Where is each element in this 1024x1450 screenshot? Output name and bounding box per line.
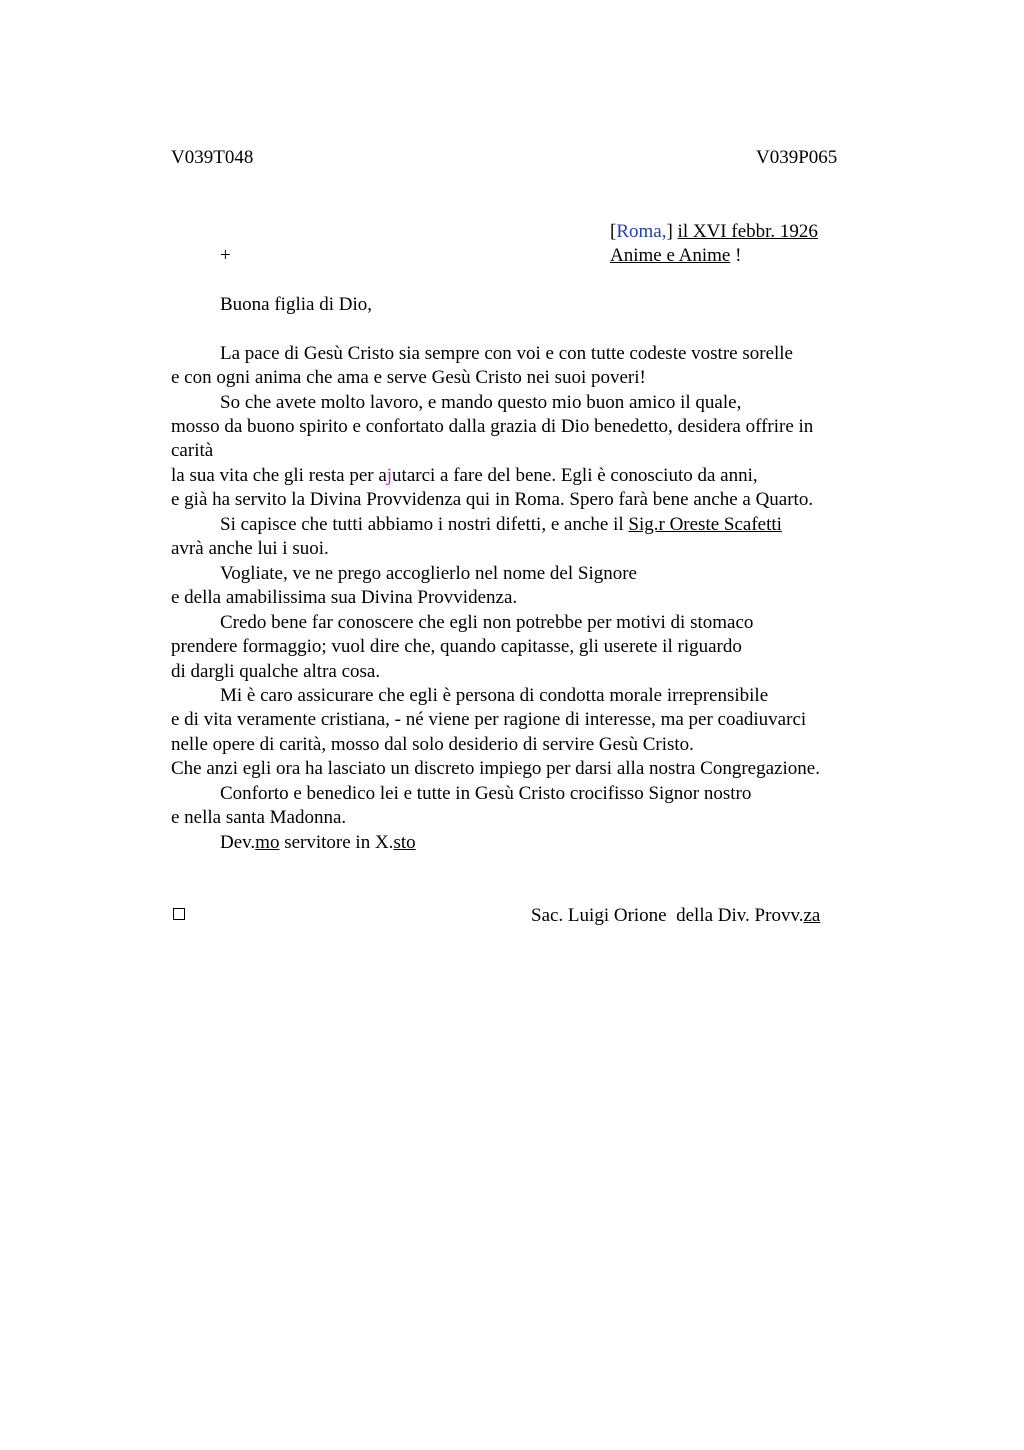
body-text: la sua vita che gli resta per a: [171, 465, 387, 486]
signature-text: Sac. Luigi Orione della Div. Provv.: [531, 905, 804, 926]
body-text: utarci a fare del bene. Egli è conosciuto da anni,: [392, 465, 758, 486]
body-line: Che anzi egli ora ha lasciato un discreto impiego per darsi alla nostra Congregazione.: [171, 758, 820, 779]
closing-dev-abbrev: mo: [255, 832, 280, 853]
document-code-left: V039T048: [171, 147, 254, 168]
body-line: Vogliate, ve ne prego accoglierlo nel nome del Signore: [220, 563, 637, 584]
body-line: e con ogni anima che ama e serve Gesù Cristo nei suoi poveri!: [171, 367, 646, 388]
cross-mark: +: [220, 245, 231, 266]
bracket-close: ]: [666, 221, 673, 242]
document-code-right: V039P065: [756, 147, 838, 168]
body-line: nelle opere di carità, mosso dal solo desiderio di servire Gesù Cristo.: [171, 734, 694, 755]
signature-abbrev: za: [803, 905, 821, 926]
body-line: Conforto e benedico lei e tutte in Gesù Cristo crocifisso Signor nostro: [220, 783, 752, 804]
bracket-open: [: [610, 221, 617, 242]
closing-dev: Dev.: [220, 832, 256, 853]
motto-suffix: !: [730, 245, 742, 266]
closing-sto-abbrev: sto: [393, 832, 416, 853]
person-name: Sig.r Oreste Scafetti: [628, 514, 782, 535]
closing-servitore: servitore in X.: [279, 832, 394, 853]
body-text: Si capisce che tutti abbiamo i nostri difetti, e anche il: [220, 514, 629, 535]
dateline-place: Roma,: [616, 221, 667, 242]
body-line: prendere formaggio; vuol dire che, quando capitasse, gli userete il riguardo: [171, 636, 742, 657]
body-line: mosso da buono spirito e confortato dalla grazia di Dio benedetto, desidera offrire in: [171, 416, 814, 437]
body-line: La pace di Gesù Cristo sia sempre con voi e con tutte codeste vostre sorelle: [220, 343, 793, 364]
dateline: [610, 220, 818, 244]
salutation: Buona figlia di Dio,: [220, 294, 372, 315]
body-line: di dargli qualche altra cosa.: [171, 661, 381, 682]
dateline-date: il XVI febbr. 1926: [677, 221, 818, 242]
square-icon: [173, 908, 185, 920]
body-line: Mi è caro assicurare che egli è persona di condotta morale irreprensibile: [220, 685, 769, 706]
motto-text: Anime e Anime: [610, 245, 731, 266]
body-line: avrà anche lui i suoi.: [171, 538, 329, 559]
body-line: Credo bene far conoscere che egli non potrebbe per motivi di stomaco: [220, 612, 754, 633]
body-line: [171, 464, 758, 488]
signature: [512, 880, 820, 952]
body-line: e nella santa Madonna.: [171, 807, 347, 828]
body-line: carità: [171, 440, 214, 461]
body-line: e già ha servito la Divina Provvidenza qui in Roma. Spero farà bene anche a Quarto.: [171, 489, 814, 510]
body-line: So che avete molto lavoro, e mando questo mio buon amico il quale,: [220, 392, 742, 413]
body-line: e di vita veramente cristiana, - né viene per ragione di interesse, ma per coadiuvarci: [171, 709, 807, 730]
body-line: e della amabilissima sua Divina Provvidenza.: [171, 587, 518, 608]
closing: [220, 831, 416, 855]
body-line: [220, 513, 782, 537]
motto: [610, 244, 741, 268]
highlighted-letter: j: [386, 465, 393, 486]
